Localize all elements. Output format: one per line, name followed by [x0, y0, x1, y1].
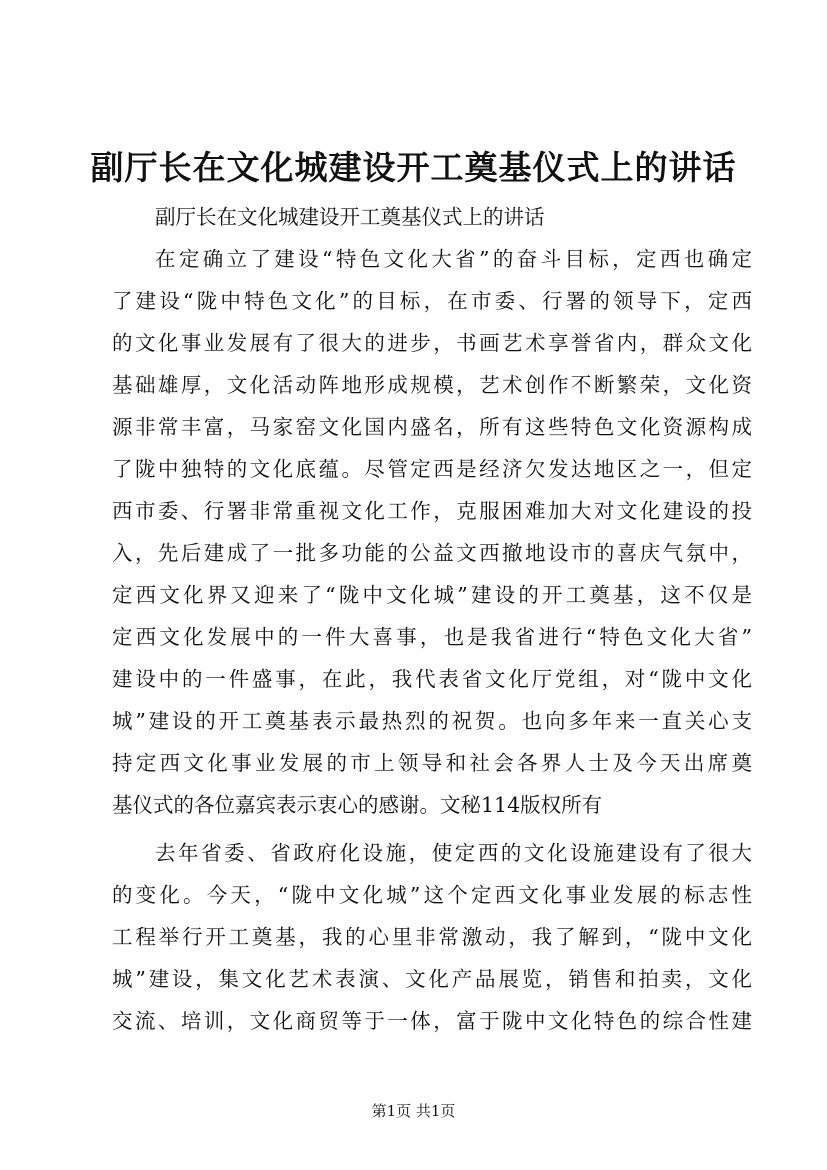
paragraph-line: 的变化。今天，“陇中文化城”这个定西文化事业发展的标志性	[112, 883, 752, 907]
paragraph-line: 城”建设的开工奠基表示最热烈的祝贺。也向多年来一直关心支	[112, 709, 752, 733]
paragraph-line: 源非常丰富，马家窑文化国内盛名，所有这些特色文化资源构成	[112, 415, 752, 439]
paragraph-1	[112, 238, 752, 826]
document-title: 副厅长在文化城建设开工奠基仪式上的讲话	[90, 148, 737, 187]
paragraph-line: 工程举行开工奠基，我的心里非常激动，我了解到，“陇中文化	[112, 925, 752, 949]
paragraph-line: 持定西文化事业发展的市上领导和社会各界人士及今天出席奠	[112, 751, 752, 775]
paragraph-line: 了建设“陇中特色文化”的目标，在市委、行署的领导下，定西	[112, 289, 752, 313]
paragraph-line: 的文化事业发展有了很大的进步，书画艺术享誉省内，群众文化	[112, 331, 752, 355]
paragraph-line: 建设中的一件盛事，在此，我代表省文化厅党组，对“陇中文化	[112, 667, 752, 691]
paragraph-line: 了陇中独特的文化底蕴。尽管定西是经济欠发达地区之一，但定	[112, 457, 752, 481]
paragraph-2	[112, 832, 752, 1042]
paragraph-line: 定西文化界又迎来了“陇中文化城”建设的开工奠基，这不仅是	[112, 583, 752, 607]
paragraph-line: 交流、培训，文化商贸等于一体，富于陇中文化特色的综合性建	[112, 1009, 752, 1033]
paragraph-line: 在定确立了建设“特色文化大省”的奋斗目标，定西也确定	[155, 247, 752, 271]
page-number-footer: 第1页 共1页	[371, 1102, 456, 1120]
paragraph-line: 入，先后建成了一批多功能的公益文西撤地设市的喜庆气氛中，	[112, 541, 752, 565]
document-subtitle: 副厅长在文化城建设开工奠基仪式上的讲话	[155, 205, 545, 229]
paragraph-line: 基础雄厚，文化活动阵地形成规模，艺术创作不断繁荣，文化资	[112, 373, 752, 397]
paragraph-line: 定西文化发展中的一件大喜事，也是我省进行“特色文化大省”	[112, 625, 752, 649]
paragraph-line: 去年省委、省政府化设施，使定西的文化设施建设有了很大	[155, 841, 752, 865]
paragraph-line: 城”建设，集文化艺术表演、文化产品展览，销售和拍卖，文化	[112, 967, 752, 991]
paragraph-line: 西市委、行署非常重视文化工作，克服困难加大对文化建设的投	[112, 499, 752, 523]
paragraph-line: 基仪式的各位嘉宾表示衷心的感谢。文秘114版权所有	[112, 793, 603, 817]
document-body	[112, 196, 752, 1042]
